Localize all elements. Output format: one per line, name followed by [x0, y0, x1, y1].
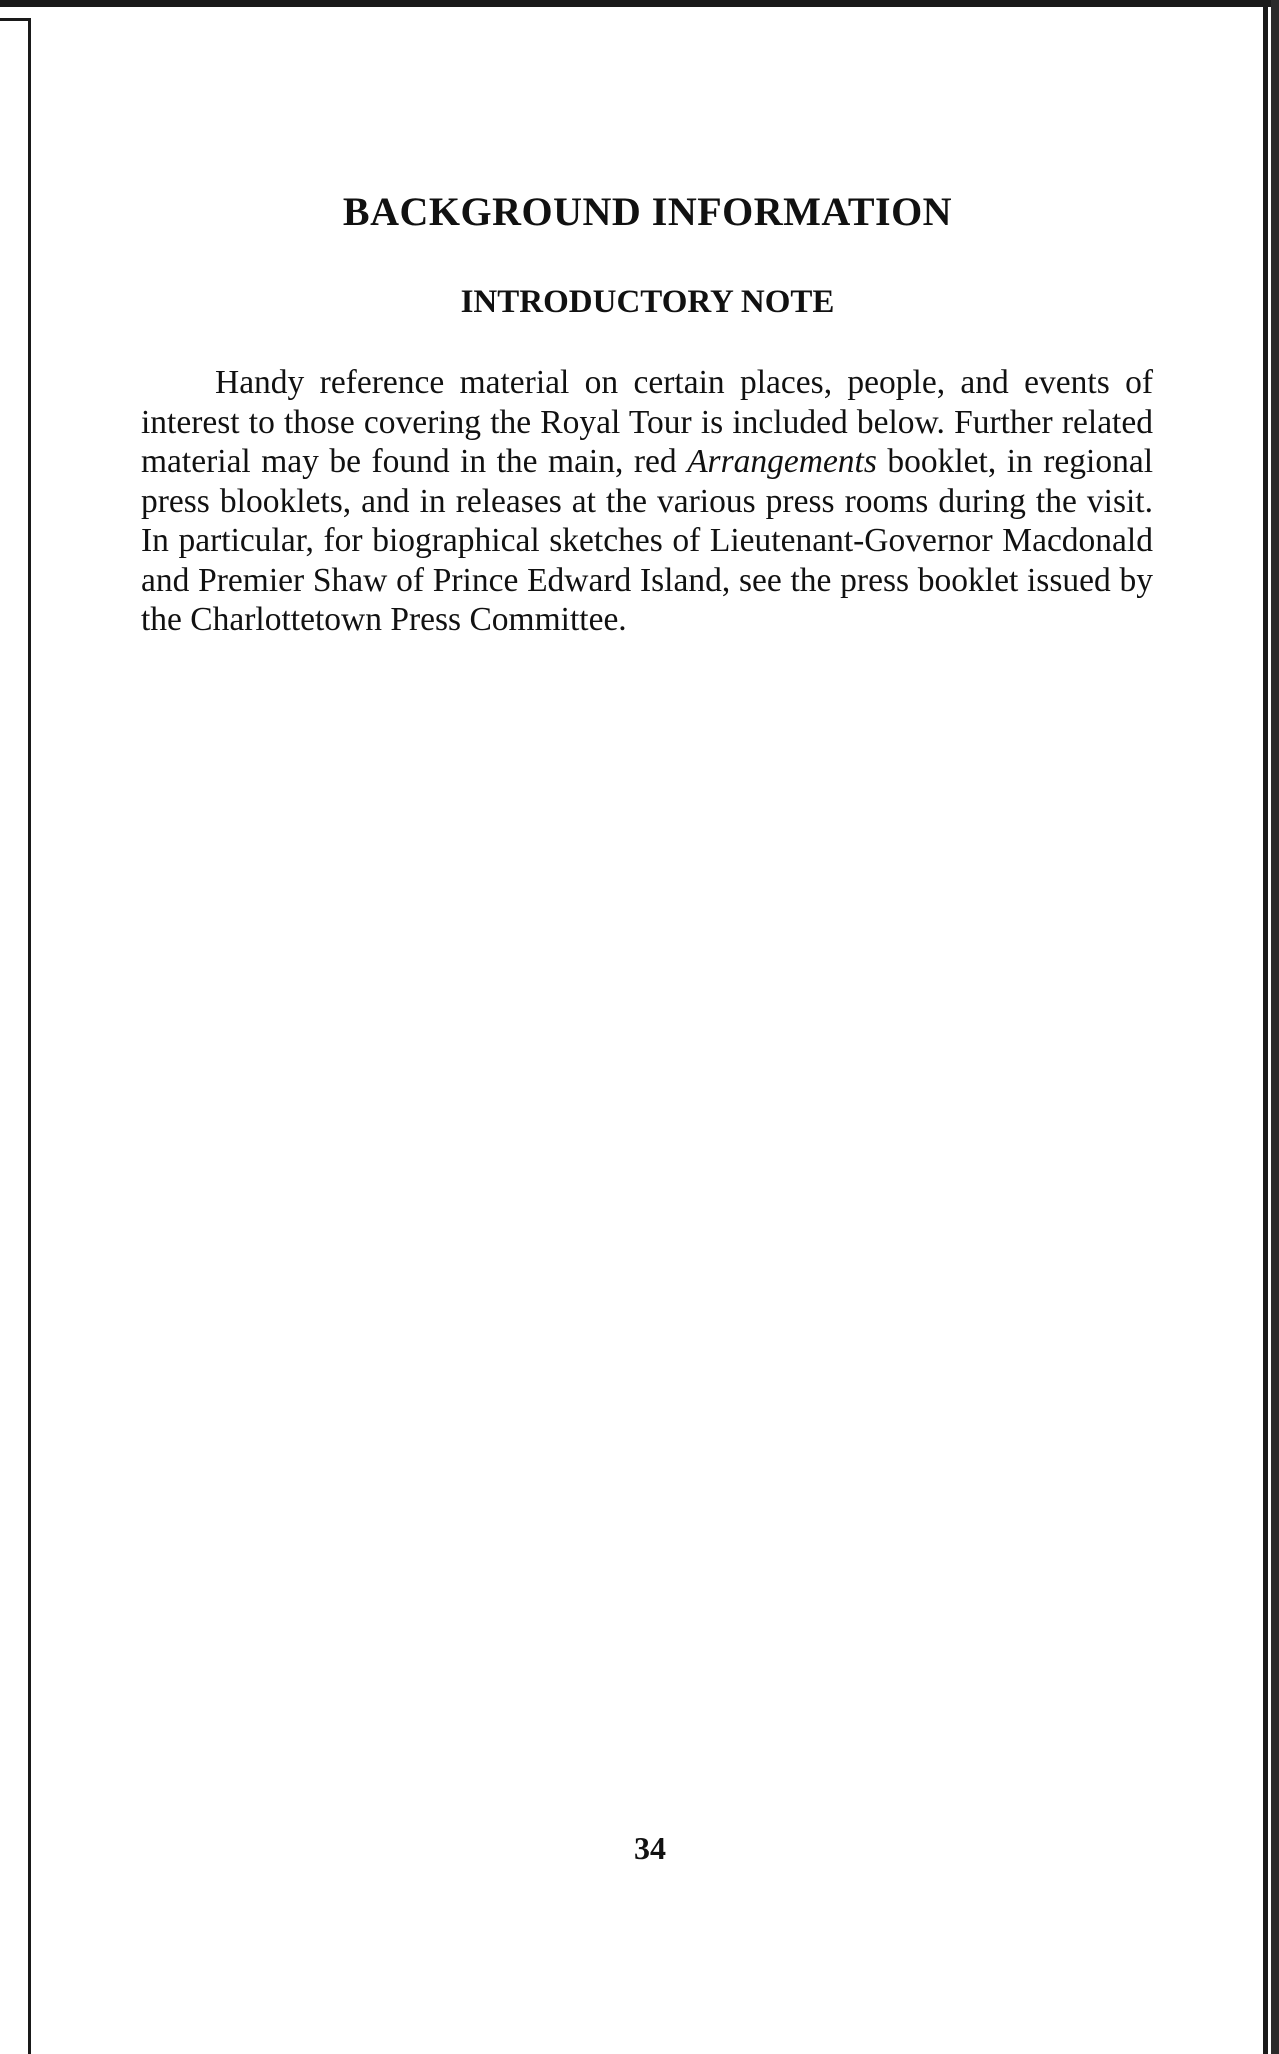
left-border-rule — [28, 18, 31, 2054]
paragraph-text-start: Handy reference material on certain places, people, and events of interest to those covering the Royal Tour is included below. Further related material may be found in the main, red — [141, 364, 1153, 480]
booklet-title-italic: Arrangements — [687, 443, 877, 480]
introductory-paragraph — [141, 363, 1153, 640]
section-title: INTRODUCTORY NOTE — [460, 284, 835, 320]
right-page-edge — [1271, 0, 1279, 2054]
left-corner-rule — [0, 18, 30, 21]
right-border-rule — [1263, 0, 1268, 2054]
top-border-rule — [0, 0, 1279, 7]
page-number: 34 — [634, 1830, 666, 1866]
paragraph-text-end: booklet, in regional press blooklets, and in releases at the various press rooms during the visit. In particular, for biographical sketches of Lieutenant-Governor Macdonald and Premier Shaw of Prince Edward Island, see the press booklet issued by the Charlottetown Press Committee. — [141, 443, 1153, 638]
page-title: BACKGROUND INFORMATION — [342, 189, 953, 234]
